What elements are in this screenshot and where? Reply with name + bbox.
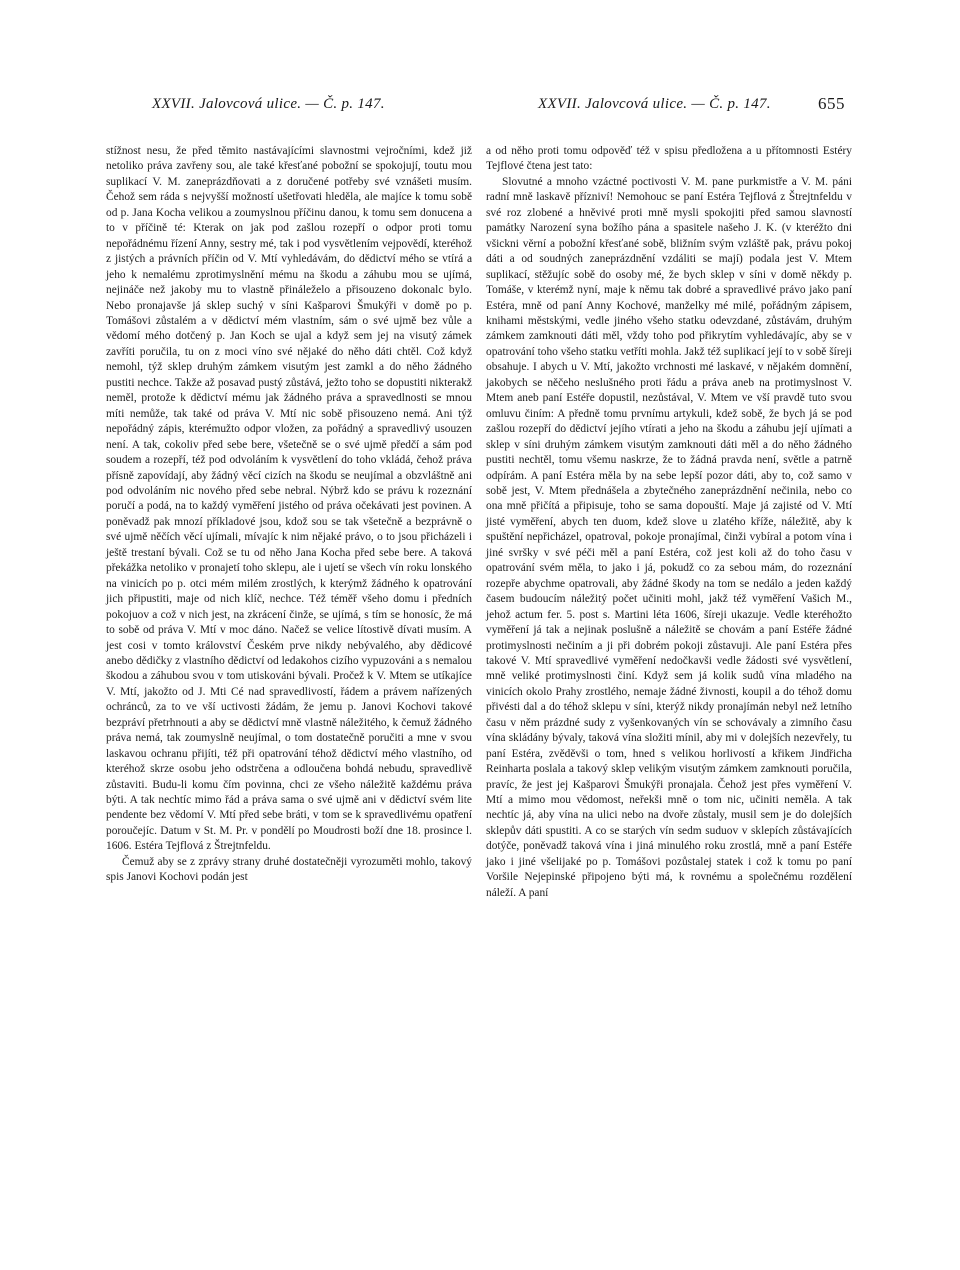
paragraph: stížnost nesu, že před těmito nastávajícími slavnostmi vejročními, kdež již netoliko práva zavřeny sou, ale také křesťané pobožní se spokojují, toutu mou suplikací V. M. zaneprázdňovati a z doručené potřeby své vznášeti musím. Čehož sem ráda s nejvyšší možností ušetřovati hleděla, ale majíce k tomu sobě od p. Jana Kocha velikou a zoumyslnou příčinu danou, k tomu sem donucena a to v příčině té: Kterak on jak pod zašlou rozepří o odpor proti tomu nepořádnému řízení Anny, sestry mé, tak i pod vysvětlením vejpovědí, kteréhož z jistých a právních příčin od V. Mtí vyhledávám, do dědictví mého se vtírá a jeho k nemalému zprotimyslnění mému na škodu a záhubu mou se ujímá, nejináče než jakoby mu to vlastně přináleželo a přisouzeno dokonalc bylo. Nebo pronajavše já sklep suchý v síni Kašparovi Šmukýři v domě po p. Tomášovi zůstalém a v dědictví mém vlastním, sám o své ujmě bez vůle a vědomí mého dotčený p. Jan Koch se ujal a když sem jej na visutý zámek zavříti poručila, tu on z moci víno své nějaké do něho dáti chtěl. Což když nemohl, týž sklep druhým zámkem visutým jest zamkl a do něho žádného pustiti nechce. Takže až posavad pustý zůstává, ježto toho se dopustiti nikterakž neměl, protože k dědictví mému jak žádného práva a spravedlnosti se mnou míti nemůže, tak také od práva V. Mtí nic sobě přisouzeno nemá. Ani týž nepořádný zápis, kterémužto odpor vložen, za pořádný a spravedlivý usouzen není. A tak, cokoliv před sebe bere, všetečně se o své ujmě předčí a sám pod soudem a rozepří, též pod odvoláním k vysvětlení do toho vkládá, čehož práva přísně zapovídají, aby žádný věcí cizích na škodu se neujímal a obzvláštně ani pod odvoláním nic nového před sebe nebral. Nýbrž kdo se právu k rozeznání poručí a podá, na to každý vyměření jistého od práva očekávati jest povinen. A poněvadž pak mnozí příkladové jsou, kdož sou se tak všetečně a bezprávně o své ujmě něčích věcí ujímali, mívajíc k nim nějaké právo, o to jsou přicházeli i ještě trestaní bývali. Což se tu od něho Jana Kocha před sebe bere. A taková překážka netoliko v pronajetí toho sklepu, ale i ujetí se všech vín roku lonského na vinicích po p. otci mém milém zrostlých, k kterýmž žádného k opatrování jich připustiti, maje od nich klíč, nechce. Též téměř všeho domu i předních pokojuov a což v nich jest, na zkrácení činže, se ujímá, s tím se honosíc, že má to sobě od práva V. Mtí v moc dáno. Načež se velice lítostivě dívati musím. A jest cosi v tomto království Českém prve nikdy nebývalého, aby dědicové anebo dědičky z vlastního dědictví od ledakohos cizího vypuzováni a s nemalou škodou a záhubou svou v tom utiskováni bývali. Pročež k V. Mtem se utíkajíce V. Mtí, jakožto od J. Mti Cé nad spravedlivostí, řádem a právem nařízených ochránců, za to ve vší uctivosti žádám, že jemu p. Janovi Kochovi takové bezpráví přetrhnouti a aby se dědictví mně vlastně náležitého, k čemuž žádného práva nemá, tak zoumyslně neujímal, o tom dostatečně poručiti a mne v svou laskavou ochranu přijíti, též při opatrování téhož dědictví mého vlastního, od kteréhož skrze osobu jeho odstrčena a odloučena bohdá nebudu, spravedlivě zůstaviti. Budu-li komu čím povinna, chci ze všeho náležitě každému práva býti. A tak nechtíc mimo řád a práva sama o své ujmě ani v dědictví svém lite pendente bez vědomí V. Mtí před sebe bráti, v tom se k spravedlivému opatření poroučejíc. Datum v St. M. Pr. v pondělí po Moudrosti boží dne 18. prosince l. 1606. Estéra Tejflová z Štrejtnfeldu. [106,145,472,853]
running-head-left: XXVII. Jalovcová ulice. — Č. p. 147. [152,96,385,112]
left-text-column [106,144,472,886]
paragraph: a od něho proti tomu odpověď též v spisu předložena a u přítomnosti Estéry Tejflové čtena jest tato: [486,145,852,173]
paragraph: Slovutné a mnoho vzáctné poctivosti V. M. pane purkmistře a V. M. páni radní mně laskavě přízniví! Nemohouc se paní Estéra Tejflová z Štrejtnfeldu v své roz zlobené a hněvivé proti mně mysli spokojiti před samou slavností památky Narození syna božího pána a spasitele našeho J. K. (v kteréžto dni všickni věrní a pobožní křesťané sobě, bližním svým vzláště pak, právu pokoj dáti a od soudných zaneprázdnění vzdáliti se mají) podala jest V. Mtem suplikací, stěžujíc sobě do osoby mé, že bych sklep v síni v domě někdy p. Tomáše, v kterémž nyní, maje k němu tak dobré a spravedlivé právo jako paní Estéra, mně od paní Anny Kochové, manželky mé milé, pořádným zápisem, knihami městskými, vedle jiného všeho statku odevzdané, zůstávám, druhým zámkem zamknouti dáti měl, vždy toho pod přikrytím vyhledávajíc, aby se v opatrování toho všeho statku vetříti mohla. Jakž též suplikací její to v sobě šíreji obsahuje. I abych u V. Mtí, jakožto vrchnosti mé laskavé, v nějakém domnění, jakobych se něčeho neslušného proti řádu a práva aneb na protimyslnost V. Mtem aneb paní Estéře dopustil, nezůstával, V. Mtem ve vší pravdě tuto svou omluvu činím: A předně tomu prvnímu artykuli, kdež sobě, že bych já se pod zašlou rozepří do dědictví jejího vtírati a jeho na škodu a záhubu její ujímati a sklep v síni druhým zámkem visutým zamknouti dáti měl a do něho žádného pustiti nechtěl, tomu všemu naskrze, že to žádná pravda není, světle a patrně odpírám. A paní Estéra měla by na sebe lepší pozor dáti, aby to, což samo v sobě jest, V. Mtem přednášela a zbytečného zaneprázdnění nečinila, nebo co ona mně přičítá a připisuje, toho se sama dopouští. Maje já zajisté od V. Mtí jisté vyměření, abych ten duom, kdež slove u zlatého kříže, náležitě, aby k spuštění nepřicházel, opatroval, pokoje pronajímal, činži vybíral a potom vína i jiné svršky v své péči měl a paní Estéra, což jest koli až do toho času v opatrování svém měla, to jako i já, pokudž co za sebou mám, do rozeznání rozepře abychme opatrovali, aby žádné škody na tom se nedálo a jeden každý časem budoucím náležitý počet učiniti mohl, jakž též vyměření Vašich M., jehož actum fer. 5. post s. Martini léta 1606, šíreji ukazuje. Vedle kteréhožto vyměření já tak a nejinak poslušně a náležitě se chovám a paní Estéře žádné protimyslnosti nečiním a ji při dobrém pokoji zůstavuji. Ale paní Estéra přes takové V. Mtí spravedlivé vyměření nedočkavši vedle žádosti své vysvětlení, mně veliké protimyslnosti činí. Když sem já kolik sudů vína mladého na vinicích okolo Prahy zrostlého, nemaje žádné živnosti, koupil a do téhož domu přivésti dal a do téhož sklepu v síni, kterýž nikdy pronajímán nebyl než letního času v něm prázdné sudy z vyšenkovaných vín se schovávaly a zimního času vína skládány bývaly, taková vína složiti mínil, aby mi v dolejších nezevřely, tu paní Estéra, zvěděvši o tom, hned s velikou horlivostí a křikem Jindřicha Reinharta poslala a takový sklep velikým visutým zámkem zamknouti poručila, pravíc, že jest jej Kašparovi Šmukýři pronajala. Čehož jest přes vyměření V. Mtí a mimo mou vědomost, neřekši mně o tom nic, učiniti neměla. A tak nechtíc já, aby vína na ulici nebo na dvoře zůstaly, musil sem je do dolejších sklepův dáti spustiti. A co se starých vín sedm suduov v sklepích zůstávajících dotýče, poněvadž taková vína i jiná minulého roku zrostlá, mně a paní Estéře jako i jiné všelijaké po p. Tomášovi pozůstalej statek i což k tomu po paní Voršile Nejepinské připojeno býti má, k rovnému a společnému rozdělení náleží. A paní [486,175,852,899]
page-header [0,96,960,120]
running-head-right: XXVII. Jalovcová ulice. — Č. p. 147. [538,96,771,112]
paragraph: Čemuž aby se z zprávy strany druhé dostatečněji vyrozuměti mohlo, takový spis Janovi Kochovi podán jest [106,855,472,884]
page-number: 655 [818,94,845,113]
right-text-column [486,144,852,901]
